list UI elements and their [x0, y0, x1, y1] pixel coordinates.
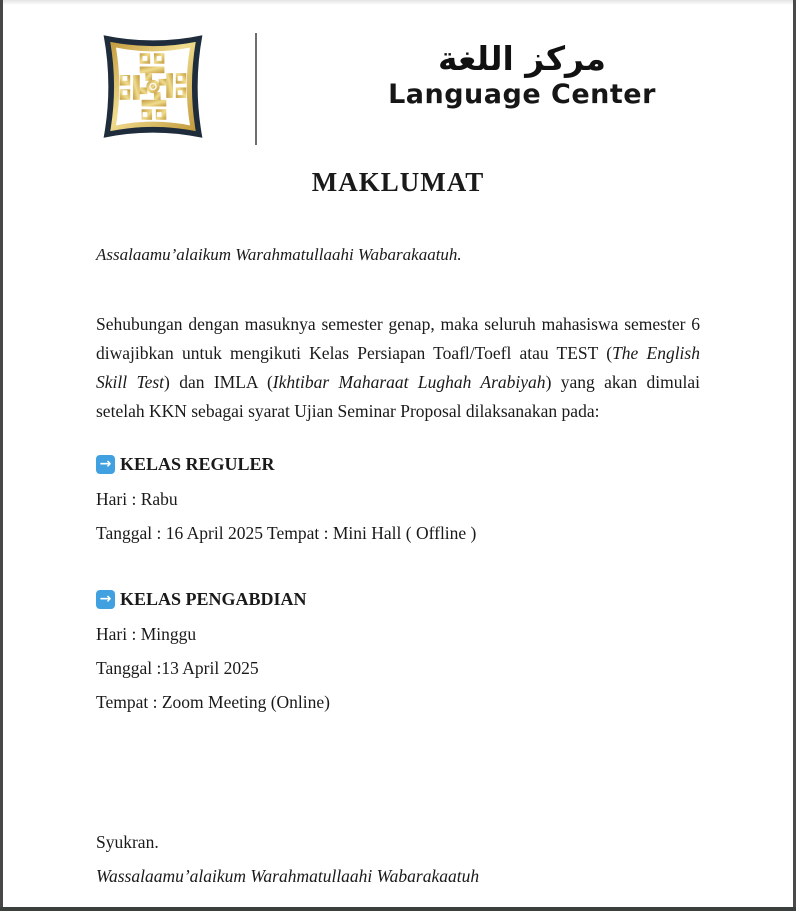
- letterhead: [96, 30, 700, 145]
- window-edge-bottom: [0, 907, 796, 911]
- intro-segment: ) dan IMLA (: [164, 372, 273, 392]
- document-title: MAKLUMAT: [311, 167, 485, 197]
- language-center-logo: [96, 30, 210, 143]
- arrow-icon: →: [96, 455, 115, 474]
- section-kelas-reguler-heading: [96, 453, 700, 475]
- intro-segment: Sehubungan dengan masuknya semester genap, maka seluruh mahasiswa semester 6 diwajibkan untuk mengikuti Kelas Persiapan Toafl/Toefl atau TEST (: [96, 314, 700, 363]
- org-title-english: Language Center: [388, 78, 656, 110]
- intro-segment: ) yang akan dimulai setelah KKN sebagai syarat Ujian Seminar Proposal dilaksanakan pada:: [96, 372, 700, 421]
- intro-segment-italic: Ikhtibar Maharaat Lughah Arabiyah: [272, 372, 546, 392]
- closing-salam: Wassalaamu’alaikum Warahmatullaahi Wabarakaatuh: [96, 866, 480, 886]
- detail-line-hari: Hari : Rabu: [96, 489, 178, 509]
- detail-line-hari: Hari : Minggu: [96, 624, 197, 644]
- closing-thanks: Syukran.: [96, 832, 159, 852]
- org-title-arabic: مركز اللغة: [438, 39, 606, 78]
- detail-line-tanggal: Tanggal :13 April 2025: [96, 658, 259, 678]
- intro-paragraph: [96, 310, 700, 426]
- org-titles: [257, 30, 700, 112]
- section-heading-label: KELAS PENGABDIAN: [120, 589, 307, 609]
- section-heading-label: KELAS REGULER: [120, 454, 275, 474]
- section-kelas-pengabdian-heading: [96, 588, 700, 610]
- detail-line-tanggal-tempat: Tanggal : 16 April 2025 Tempat : Mini Hall ( Offline ): [96, 523, 477, 543]
- arrow-icon: →: [96, 590, 115, 609]
- detail-line-tempat: Tempat : Zoom Meeting (Online): [96, 692, 330, 712]
- intro-segment-italic: The English Skill Test: [96, 343, 700, 392]
- greeting-line: Assalaamu’alaikum Warahmatullaahi Wabarakaatuh.: [96, 245, 462, 264]
